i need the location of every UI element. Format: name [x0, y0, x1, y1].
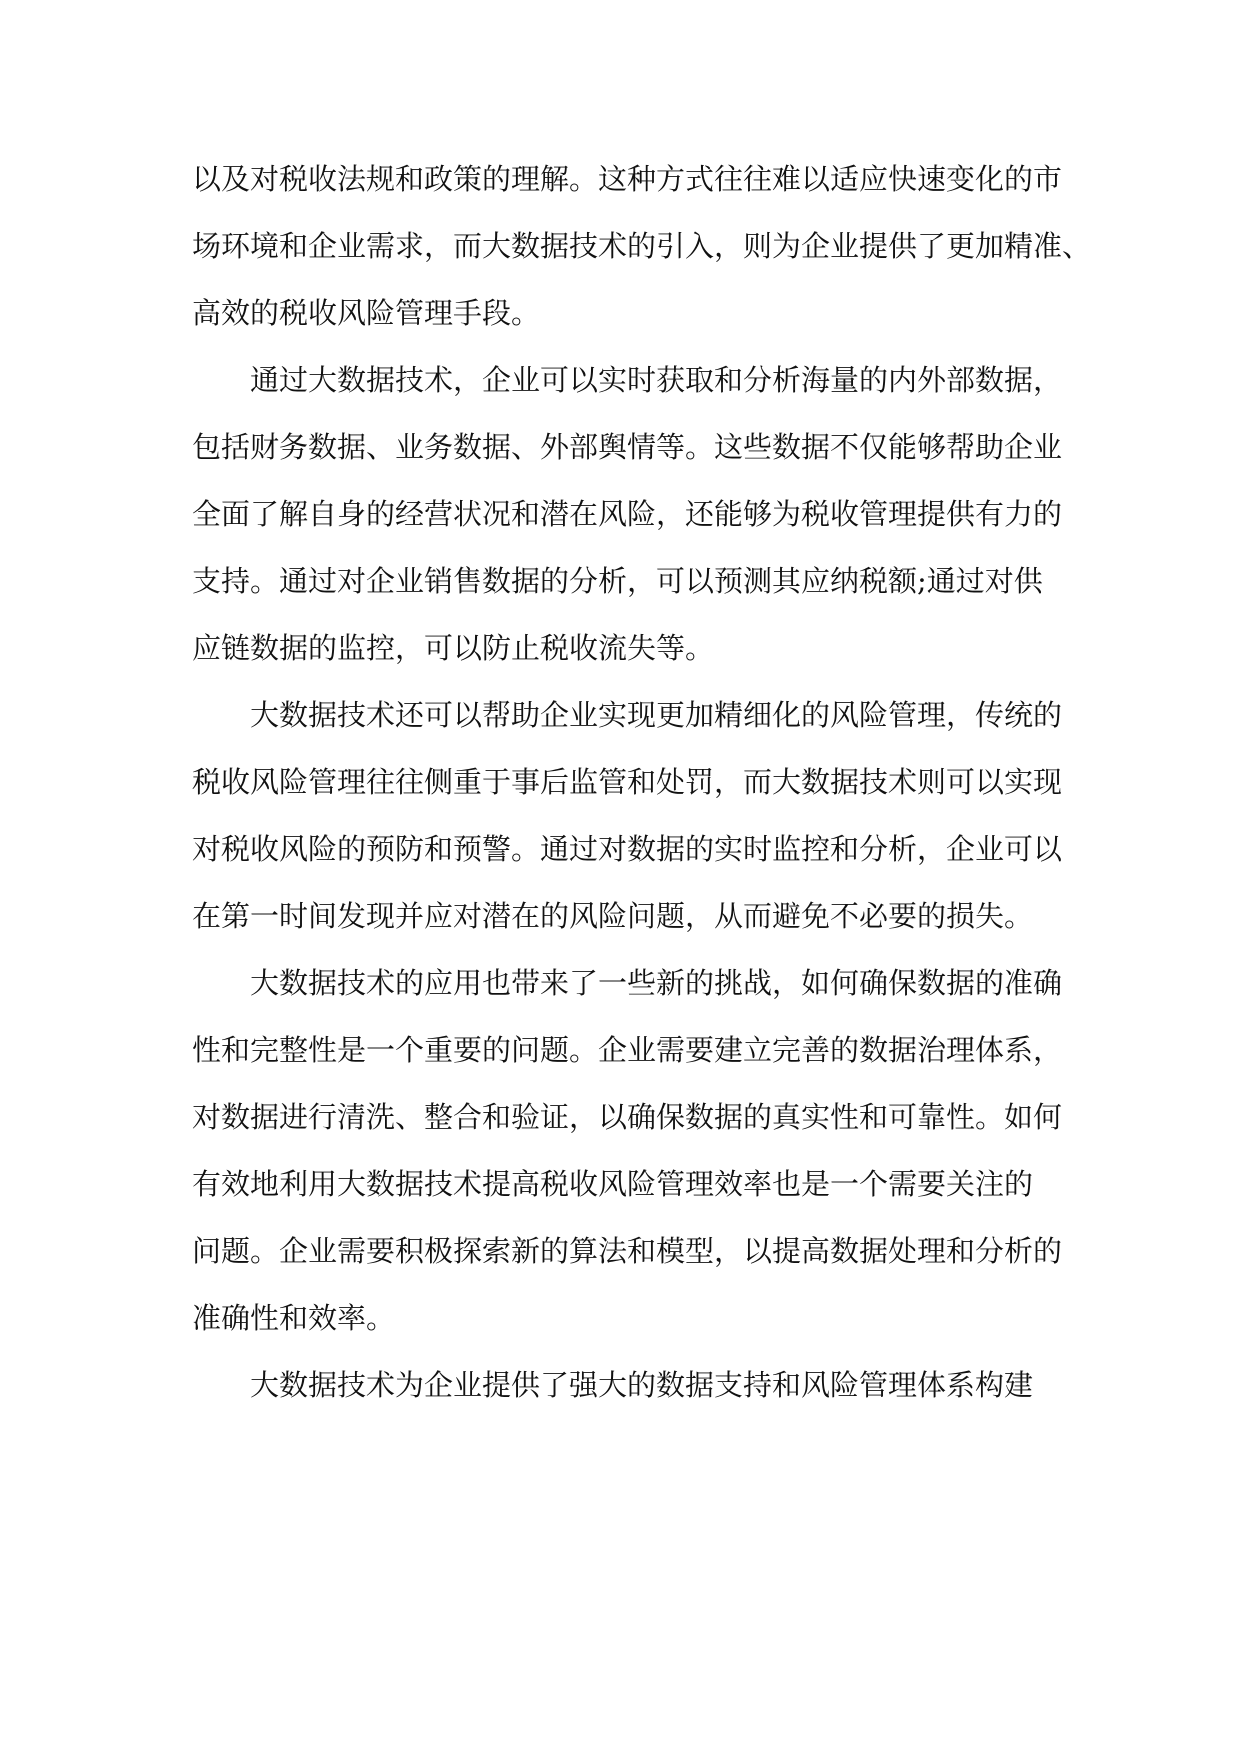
document-body [192, 146, 1092, 1419]
paragraph-first-line: 大数据技术为企业提供了强大的数据支持和风险管理体系构建 [250, 1368, 1034, 1402]
paragraph-4 [192, 950, 1072, 1352]
paragraph-line: 问题。企业需要积极探索新的算法和模型，以提高数据处理和分析的 [192, 1234, 1063, 1268]
paragraph-line: 全面了解自身的经营状况和潜在风险，还能够为税收管理提供有力的 [192, 497, 1063, 531]
paragraph-line: 对税收风险的预防和预警。通过对数据的实时监控和分析，企业可以 [192, 832, 1063, 866]
paragraph-line: 准确性和效率。 [192, 1301, 396, 1335]
paragraph-line: 高效的税收风险管理手段。 [192, 296, 541, 330]
paragraph-1 [192, 146, 1092, 347]
paragraph-first-line: 通过大数据技术，企业可以实时获取和分析海量的内外部数据， [250, 363, 1063, 397]
paragraph-line: 性和完整性是一个重要的问题。企业需要建立完善的数据治理体系， [192, 1033, 1063, 1067]
paragraph-line: 包括财务数据、业务数据、外部舆情等。这些数据不仅能够帮助企业 [192, 430, 1063, 464]
paragraph-line: 应链数据的监控，可以防止税收流失等。 [192, 631, 715, 665]
paragraph-3 [192, 682, 1072, 950]
paragraph-line: 支持。通过对企业销售数据的分析，可以预测其应纳税额;通过对供 [192, 564, 1043, 598]
paragraph-first-line: 大数据技术的应用也带来了一些新的挑战，如何确保数据的准确 [250, 966, 1063, 1000]
paragraph-line: 对数据进行清洗、整合和验证，以确保数据的真实性和可靠性。如何 [192, 1100, 1063, 1134]
paragraph-line: 税收风险管理往往侧重于事后监管和处罚，而大数据技术则可以实现 [192, 765, 1063, 799]
paragraph-first-line: 大数据技术还可以帮助企业实现更加精细化的风险管理，传统的 [250, 698, 1063, 732]
paragraph-line: 有效地利用大数据技术提高税收风险管理效率也是一个需要关注的 [192, 1167, 1034, 1201]
paragraph-line: 以及对税收法规和政策的理解。这种方式往往难以适应快速变化的市 [192, 162, 1063, 196]
paragraph-2 [192, 347, 1072, 682]
paragraph-5 [192, 1352, 1072, 1419]
paragraph-line: 场环境和企业需求，而大数据技术的引入，则为企业提供了更加精准、 [192, 229, 1092, 263]
paragraph-line: 在第一时间发现并应对潜在的风险问题，从而避免不必要的损失。 [192, 899, 1034, 933]
